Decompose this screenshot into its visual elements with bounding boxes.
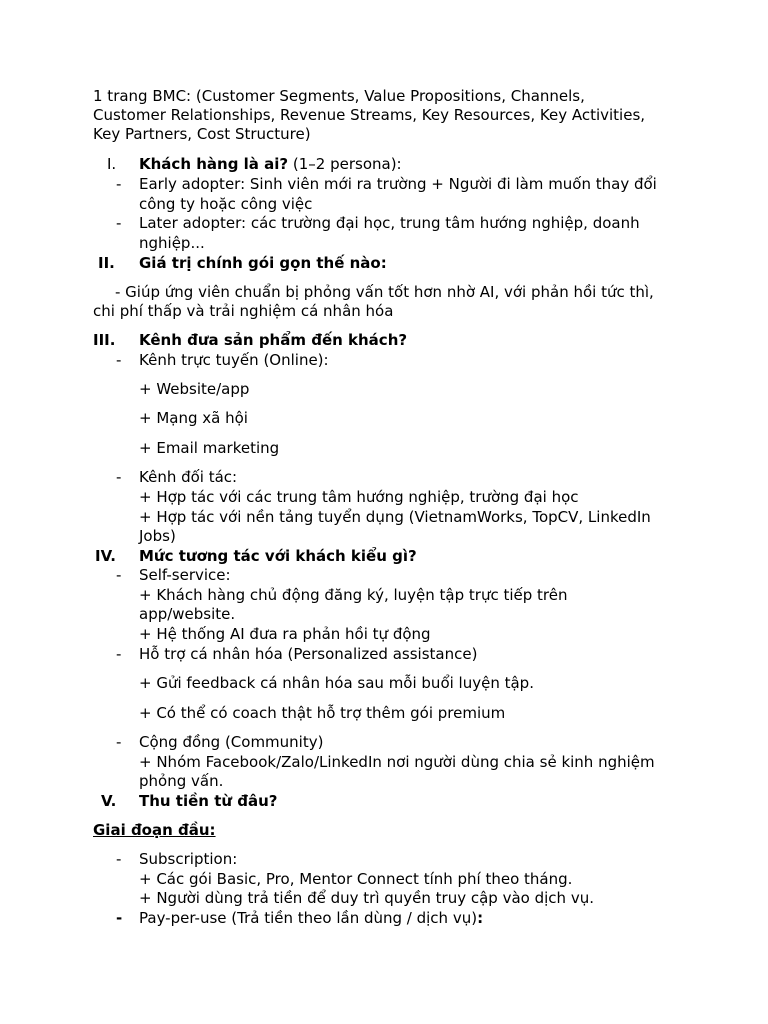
s1-bullet-1-line-1: Early adopter: Sinh viên mới ra trường + Người đi làm muốn thay đổi — [139, 175, 657, 193]
s4-bullet-3-item-1: + Nhóm Facebook/Zalo/LinkedIn nơi người dùng chia sẻ kinh nghiệm — [139, 753, 655, 771]
bullet-dash: - — [116, 468, 122, 486]
section-4-title: Mức tương tác với khách kiểu gì? — [139, 547, 417, 565]
s4-bullet-2: Hỗ trợ cá nhân hóa (Personalized assistance) — [139, 645, 478, 663]
s3-bullet-2: Kênh đối tác: — [139, 468, 238, 486]
bullet-dash: - — [116, 850, 122, 868]
s1-bullet-2-line-1: Later adopter: các trường đại học, trung tâm hướng nghiệp, doanh — [139, 214, 640, 232]
bullet-dash: - — [116, 214, 122, 232]
s2-body-line-2: chi phí thấp và trải nghiệm cá nhân hóa — [93, 302, 394, 320]
s4-bullet-2-item-2: + Có thể có coach thật hỗ trợ thêm gói premium — [139, 704, 506, 722]
s5-bullet-2-text: Pay-per-use (Trả tiền theo lần dùng / dịch vụ) — [139, 909, 478, 927]
s5-bullet-1-item-1: + Các gói Basic, Pro, Mentor Connect tính phí theo tháng. — [139, 870, 573, 888]
s4-bullet-2-item-1: + Gửi feedback cá nhân hóa sau mỗi buổi luyện tập. — [139, 674, 534, 692]
intro-line-2: Customer Relationships, Revenue Streams, Key Resources, Key Activities, — [93, 106, 646, 124]
section-3-title: Kênh đưa sản phẩm đến khách? — [139, 331, 408, 349]
s5-bullet-2 — [139, 909, 483, 928]
s4-bullet-1-item-2: app/website. — [139, 605, 236, 623]
s5-bullet-1: Subscription: — [139, 850, 238, 868]
section-5-title: Thu tiền từ đâu? — [139, 792, 278, 810]
s5-bullet-2-colon: : — [477, 909, 484, 927]
section-5-number: V. — [101, 792, 117, 810]
section-4-number: IV. — [95, 547, 116, 565]
intro-line-3: Key Partners, Cost Structure) — [93, 125, 311, 143]
intro-line-1: 1 trang BMC: (Customer Segments, Value Propositions, Channels, — [93, 87, 585, 105]
section-1-number: I. — [107, 155, 117, 173]
s3-bullet-1-item-1: + Website/app — [139, 380, 250, 398]
s4-bullet-1-item-1: + Khách hàng chủ động đăng ký, luyện tập trực tiếp trên — [139, 586, 568, 604]
bullet-dash: - — [116, 733, 122, 751]
s3-bullet-2-item-1: + Hợp tác với các trung tâm hướng nghiệp, trường đại học — [139, 488, 579, 506]
section-2-number: II. — [98, 254, 115, 272]
s1-bullet-1-line-2: công ty hoặc công việc — [139, 195, 313, 213]
bullet-dash: - — [116, 566, 122, 584]
s4-bullet-3-item-2: phỏng vấn. — [139, 772, 224, 790]
s4-bullet-1-item-3: + Hệ thống AI đưa ra phản hồi tự động — [139, 625, 431, 643]
bullet-dash: - — [116, 645, 122, 663]
s3-bullet-2-item-2: + Hợp tác với nền tảng tuyển dụng (VietnamWorks, TopCV, LinkedIn — [139, 508, 651, 526]
phase-heading: Giai đoạn đầu: — [93, 821, 216, 839]
s3-bullet-1-item-3: + Email marketing — [139, 439, 280, 457]
section-1-title: Khách hàng là ai? — [139, 155, 289, 173]
s4-bullet-1: Self-service: — [139, 566, 231, 584]
s1-bullet-2-line-2: nghiệp... — [139, 234, 205, 252]
section-3-number: III. — [93, 331, 116, 349]
s4-bullet-3: Cộng đồng (Community) — [139, 733, 324, 751]
bullet-dash: - — [116, 909, 123, 927]
bullet-dash: - — [116, 351, 122, 369]
s3-bullet-1: Kênh trực tuyến (Online): — [139, 351, 329, 369]
bullet-dash: - — [116, 175, 122, 193]
section-1-title-rest: (1–2 persona): — [288, 155, 402, 173]
s5-bullet-1-item-2: + Người dùng trả tiền để duy trì quyền truy cập vào dịch vụ. — [139, 889, 594, 907]
s3-bullet-2-item-3: Jobs) — [139, 527, 176, 545]
section-2-title: Giá trị chính gói gọn thế nào: — [139, 254, 387, 272]
s2-body-line-1: - Giúp ứng viên chuẩn bị phỏng vấn tốt hơn nhờ AI, với phản hồi tức thì, — [115, 283, 654, 301]
section-1-heading — [139, 155, 402, 174]
s3-bullet-1-item-2: + Mạng xã hội — [139, 409, 248, 427]
